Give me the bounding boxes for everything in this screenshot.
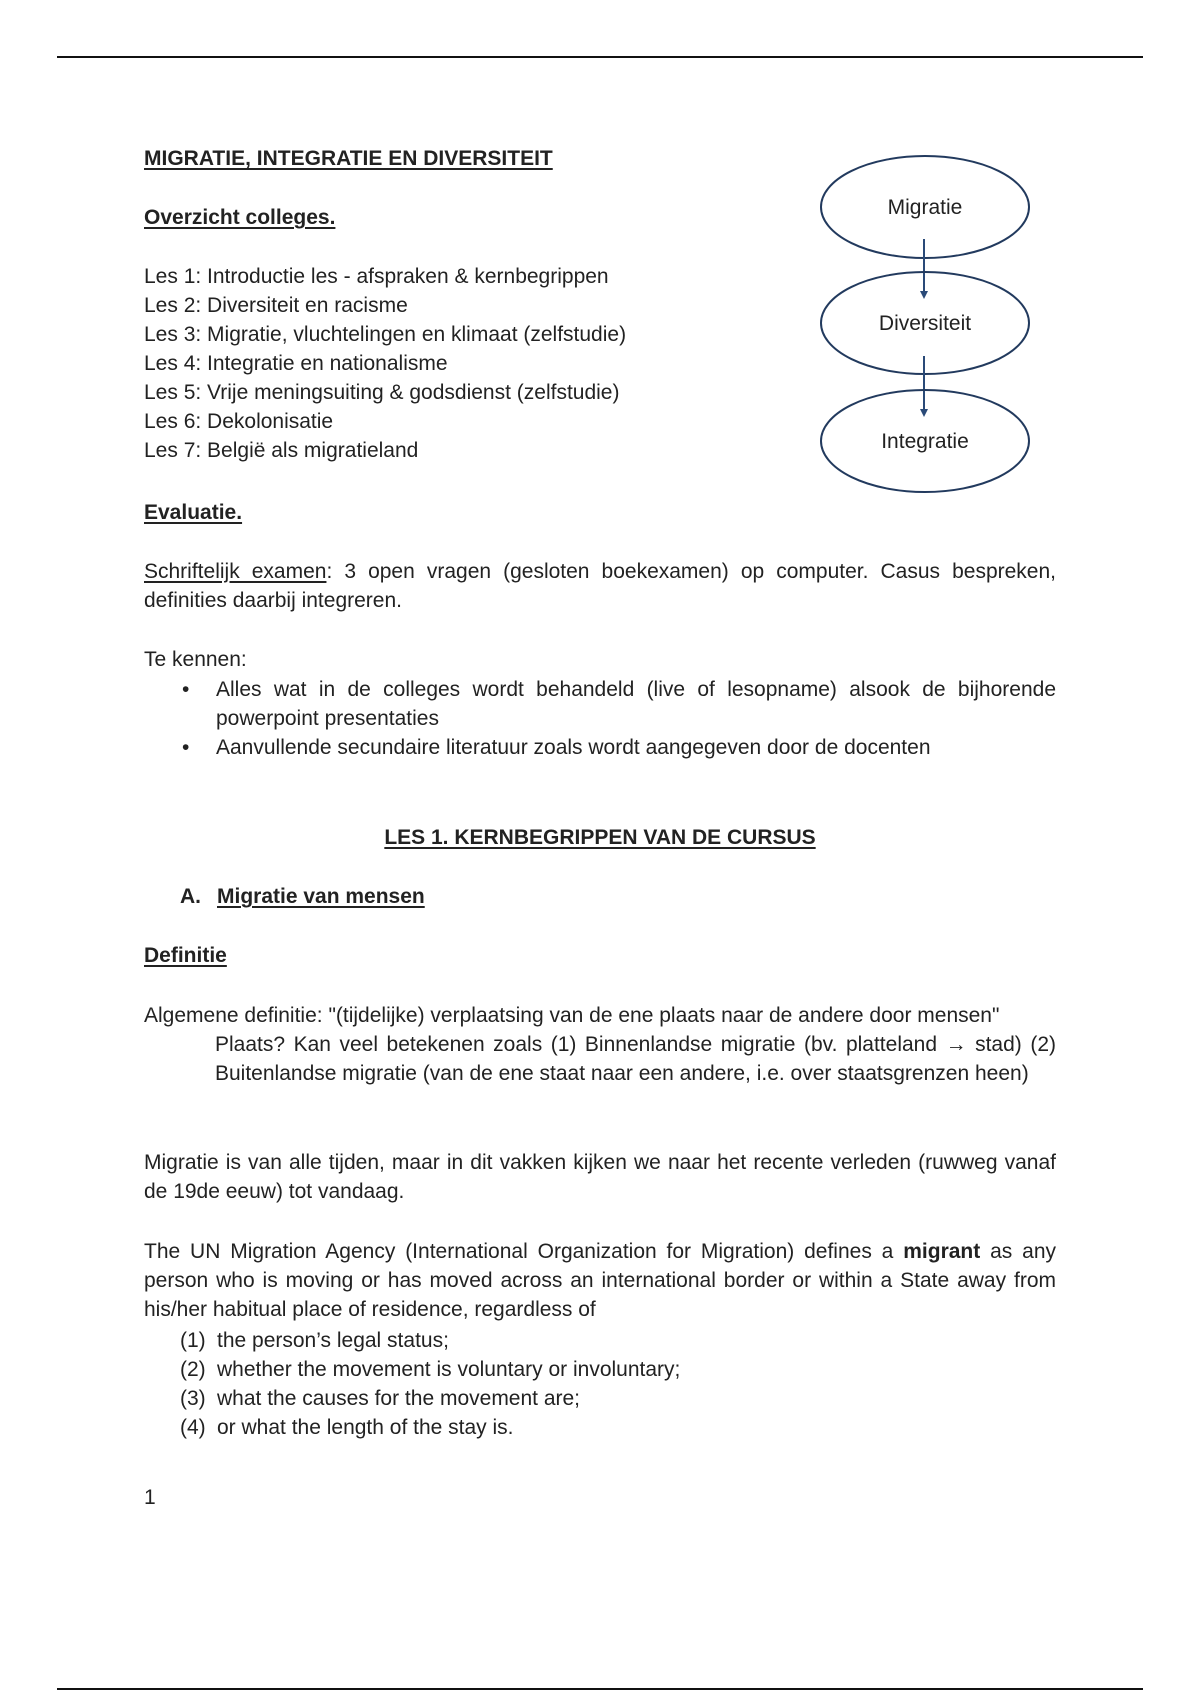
section-a-heading <box>180 882 425 911</box>
criteria-item: (2) whether the movement is voluntary or involuntary; <box>180 1358 681 1381</box>
bullet-icon: • <box>182 736 190 759</box>
lesson-item: Les 2: Diversiteit en racisme <box>144 294 408 317</box>
lesson-item: Les 4: Integratie en nationalisme <box>144 352 448 375</box>
arrow-right-icon: → <box>945 1033 967 1056</box>
criteria-item: (3) what the causes for the movement are; <box>180 1387 581 1410</box>
list-item <box>144 733 1056 762</box>
exam-text: : 3 open vragen (gesloten boekexamen) op computer. Casus bespreken, definities daarbij integreren. <box>144 560 1056 612</box>
history-paragraph: Migratie is van alle tijden, maar in dit vakken kijken we naar het recente verleden (ruwweg vanaf de 19de eeuw) tot vandaag. <box>144 1151 1056 1203</box>
section-title: Migratie van mensen <box>217 885 425 908</box>
lesson1-heading: LES 1. KERNBEGRIPPEN VAN DE CURSUS <box>384 826 816 849</box>
exam-label: Schriftelijk examen <box>144 560 327 583</box>
exam-paragraph <box>144 557 1056 615</box>
to-know-list <box>144 675 1056 762</box>
criteria-item: (1) the person’s legal status; <box>180 1329 449 1352</box>
definition-heading: Definitie <box>144 944 227 967</box>
section-letter: A. <box>180 885 201 908</box>
integratie-node-label: Integratie <box>881 430 969 453</box>
lesson-item: Les 1: Introductie les - afspraken & kernbegrippen <box>144 265 609 288</box>
page-number: 1 <box>144 1486 156 1509</box>
header-rule <box>57 56 1143 58</box>
list-item-text: Aanvullende secundaire literatuur zoals wordt aangegeven door de docenten <box>216 736 931 759</box>
lesson-item: Les 6: Dekolonisatie <box>144 410 334 433</box>
document-title: MIGRATIE, INTEGRATIE EN DIVERSITEIT <box>144 147 553 170</box>
evaluation-heading: Evaluatie. <box>144 501 243 524</box>
list-item <box>144 675 1056 733</box>
diversiteit-node-label: Diversiteit <box>878 312 972 335</box>
flow-diagram <box>800 140 1050 500</box>
general-definition: Algemene definitie: "(tijdelijke) verplaatsing van de ene plaats naar de andere door mensen" <box>144 1004 1000 1027</box>
footer-rule <box>57 1688 1143 1690</box>
bullet-icon: • <box>182 678 190 701</box>
lesson-list <box>144 262 626 465</box>
criteria-list <box>180 1326 680 1442</box>
un-definition-paragraph: The UN Migration Agency (International Organization for Migration) defines a migrant as any person who is moving or has moved across an international border or within a State away from his/her habitual place of residence, regardless of <box>144 1240 1056 1321</box>
migrant-term: migrant <box>903 1240 981 1263</box>
criteria-item: (4) or what the length of the stay is. <box>180 1416 514 1439</box>
lesson-item: Les 3: Migratie, vluchtelingen en klimaat (zelfstudie) <box>144 323 627 346</box>
overview-heading: Overzicht colleges. <box>144 206 336 229</box>
to-know-label: Te kennen: <box>144 648 247 671</box>
place-paragraph: Plaats? Kan veel betekenen zoals (1) Binnenlandse migratie (bv. platteland → stad) (2) Buitenlandse migratie (van de ene staat naar een andere, i.e. over staatsgrenzen heen) <box>215 1033 1056 1085</box>
migratie-node-label: Migratie <box>887 196 963 219</box>
list-item-text: Alles wat in de colleges wordt behandeld (live of lesopname) alsook de bijhorende powerpoint presentaties <box>216 678 1056 730</box>
lesson-item: Les 7: België als migratieland <box>144 439 419 462</box>
lesson-item: Les 5: Vrije meningsuiting & godsdienst (zelfstudie) <box>144 381 620 404</box>
